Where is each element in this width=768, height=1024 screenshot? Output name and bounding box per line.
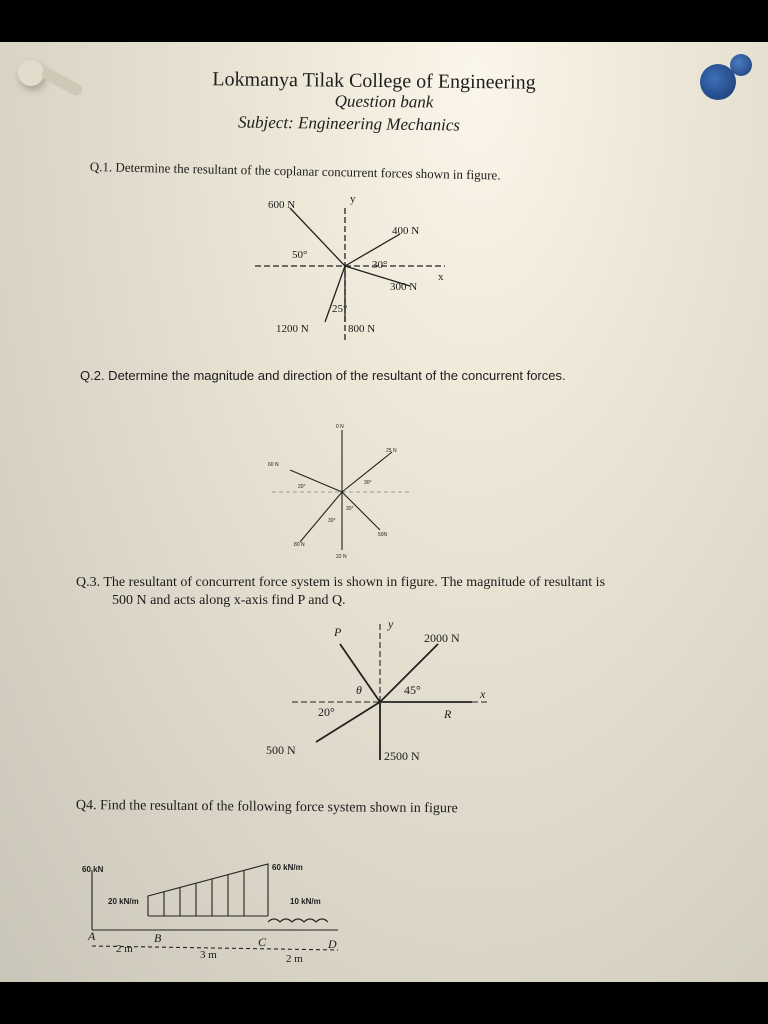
thumbtack-right-head-icon [730, 54, 752, 76]
q1-angle-30: 30° [372, 259, 388, 271]
q3-force-2000: 2000 N [424, 631, 460, 645]
q1-angle-25: 25° [332, 303, 348, 315]
q2-force-0: 0 N [336, 424, 344, 430]
subject-title: Subject: Engineering Mechanics [237, 112, 461, 135]
q1-force-300: 300 N [390, 281, 418, 293]
q2-force-50: 50N [378, 532, 388, 538]
question-4-figure [80, 860, 360, 970]
q4-span-2: 3 m [200, 949, 217, 961]
q4-point-c: C [258, 935, 267, 949]
q1-axis-x: x [438, 271, 444, 283]
q3-force-500: 500 N [266, 743, 296, 757]
q2-angle-20: 20° [298, 484, 306, 490]
question-3-line-2: 500 N and acts along x-axis find P and Q. [112, 593, 346, 608]
question-2-text: Q.2. Determine the magnitude and direction of the resultant of the concurrent forces. [80, 368, 566, 383]
q1-axis-y: y [350, 193, 356, 205]
q2-angle-30c: 30° [328, 518, 336, 524]
q1-force-400: 400 N [392, 225, 420, 237]
question-3-figure [262, 618, 502, 768]
question-2-figure [262, 422, 422, 562]
q2-force-80: 80 N [294, 542, 305, 548]
q2-force-22: 22 N [336, 554, 347, 560]
q1-force-800: 800 N [348, 323, 376, 335]
question-1-figure [240, 194, 460, 344]
q1-angle-50: 50° [292, 249, 308, 261]
q1-force-1200: 1200 N [276, 323, 309, 335]
question-3-line-1: Q.3. The resultant of concurrent force system is shown in figure. The magnitude of resultant is [76, 575, 606, 590]
q1-force-600: 600 N [268, 199, 296, 211]
question-1-text: Q.1. Determine the resultant of the coplanar concurrent forces shown in figure. [89, 159, 501, 183]
question-paper [0, 42, 768, 982]
q3-angle-45: 45° [404, 683, 421, 697]
q4-load-60kn: 60 kN [82, 865, 104, 874]
q4-load-20knm: 20 kN/m [108, 897, 139, 906]
q3-axis-y: y [388, 617, 394, 631]
q4-span-3: 2 m [286, 953, 303, 965]
q4-load-60knm: 60 kN/m [272, 863, 303, 872]
q3-angle-20: 20° [318, 705, 335, 719]
q3-force-2500: 2500 N [384, 749, 420, 763]
q4-span-1: 2 m [116, 943, 133, 955]
q3-force-p: P [334, 625, 342, 639]
question-3-text [76, 574, 716, 610]
q4-load-10knm: 10 kN/m [290, 897, 321, 906]
q3-axis-x: x [480, 687, 486, 701]
q3-angle-theta: θ [356, 683, 362, 697]
q2-angle-30b: 30° [346, 506, 354, 512]
q3-force-r: R [444, 707, 452, 721]
q2-force-60: 60 N [268, 462, 279, 468]
question-4-text: Q4. Find the resultant of the following force system shown in figure [75, 798, 458, 817]
q2-angle-30a: 30° [364, 480, 372, 486]
college-title: Lokmanya Tilak College of Engineering [212, 68, 536, 94]
q4-point-b: B [154, 931, 162, 945]
q4-point-a: A [88, 929, 96, 943]
question-bank-title: Question bank [334, 91, 434, 112]
q2-force-25: 25 N [386, 448, 397, 454]
q4-point-d: D [328, 937, 337, 951]
